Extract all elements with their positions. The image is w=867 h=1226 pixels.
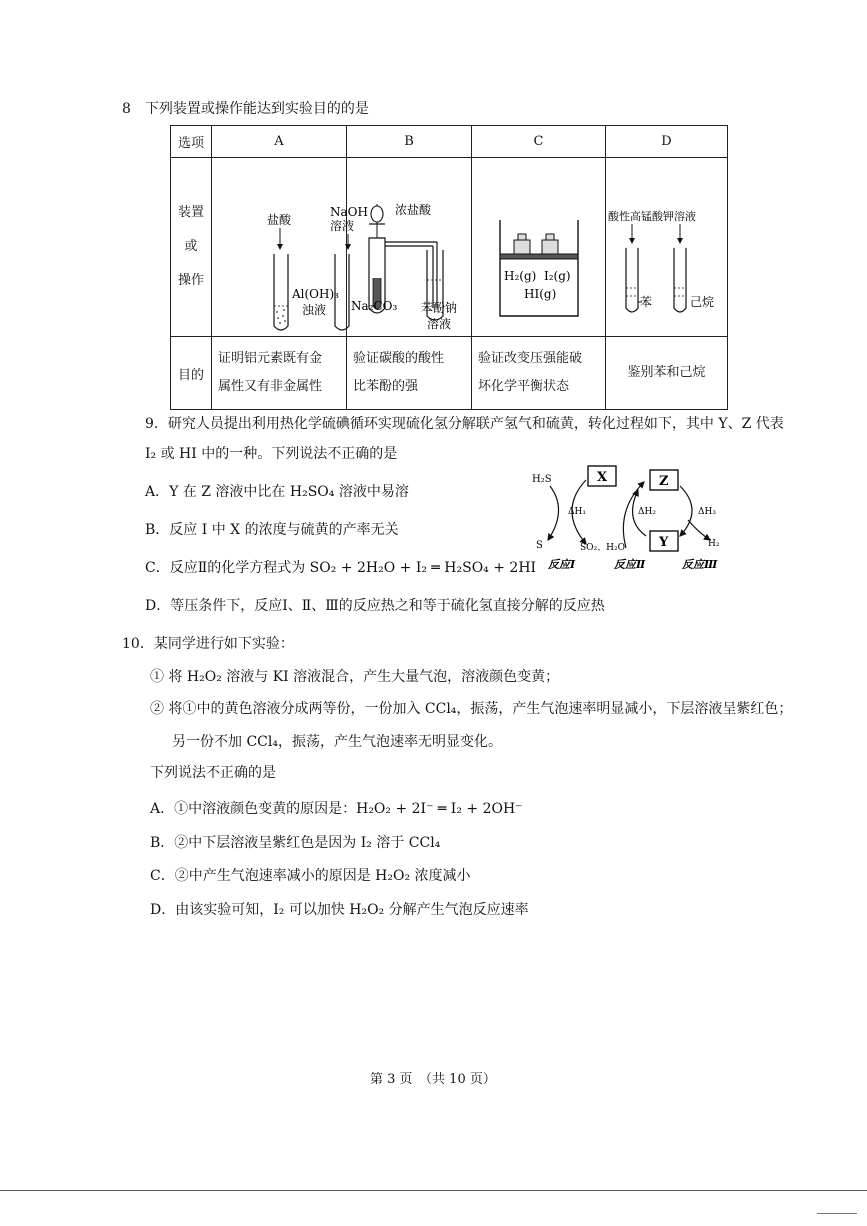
- q10-step1: ① 将 H₂O₂ 溶液与 KI 溶液混合，产生大量气泡，溶液颜色变黄；: [150, 669, 560, 685]
- q9-cycle-diagram: [528, 460, 728, 575]
- label-naoh: NaOH: [330, 205, 368, 219]
- label-conc-hcl: 浓盐酸: [395, 203, 432, 217]
- diag-z: Z: [659, 474, 669, 489]
- label-aloh3: Al(OH)₃: [292, 287, 339, 301]
- diag-h2s: H₂S: [532, 474, 552, 485]
- page-footer: 第 3 页 （共 10 页）: [370, 1072, 496, 1087]
- apparatus-a: [212, 158, 368, 337]
- diag-reaction-2: 反应Ⅱ: [614, 558, 646, 571]
- q9-stem-line1: 9．研究人员提出利用热化学硫碘循环实现硫化氢分解联产氢气和硫黄，转化过程如下，其中 Y、Z 代表: [145, 416, 784, 432]
- header-d: D: [606, 126, 728, 158]
- q10-option-c: C．②中产生气泡速率减小的原因是 H₂O₂ 浓度减小: [150, 868, 471, 884]
- q9-option-a: A．Y 在 Z 溶液中比在 H₂SO₄ 溶液中易溶: [145, 484, 409, 500]
- label-na2co3: Na₂CO₃: [351, 299, 398, 313]
- diag-y: Y: [659, 535, 669, 550]
- diag-so2-h2o: SO₂、H₂O: [580, 543, 625, 553]
- apparatus-a-diagram: [212, 158, 368, 336]
- q8-stem: 8 下列装置或操作能达到实验目的的是: [122, 101, 369, 117]
- row-label-purpose: 目的: [171, 337, 212, 410]
- label-phenolate: 苯酚钠: [421, 301, 458, 315]
- diag-dh1: ΔH₁: [568, 507, 586, 517]
- diag-dh2: ΔH₂: [638, 507, 656, 517]
- apparatus-b: [347, 158, 472, 337]
- label-phenolate-solution: 溶液: [427, 317, 452, 331]
- label-hcl: 盐酸: [267, 213, 292, 227]
- label-hi: HI(g): [524, 287, 557, 301]
- apparatus-c-diagram: [472, 158, 605, 336]
- label-hexane: 己烷: [690, 295, 715, 309]
- label-benzene: 苯: [640, 295, 653, 309]
- label-h2: H₂(g): [504, 269, 537, 283]
- q8-table: [170, 125, 728, 410]
- diag-s: S: [536, 540, 543, 551]
- q10-option-a: A．①中溶液颜色变黄的原因是：H₂O₂ + 2I⁻ ═ I₂ + 2OH⁻: [150, 801, 523, 817]
- header-b: B: [347, 126, 472, 158]
- q10-option-b: B．②中下层溶液呈紫红色是因为 I₂ 溶于 CCl₄: [150, 835, 441, 851]
- q9-stem-line2: I₂ 或 HI 中的一种。下列说法不正确的是: [145, 446, 398, 462]
- corner-mark: [817, 1213, 857, 1214]
- diag-reaction-1: 反应Ⅰ: [548, 558, 576, 571]
- label-turbid: 浊液: [302, 303, 327, 317]
- q10-step2: ② 将①中的黄色溶液分成两等份，一份加入 CCl₄，振荡，产生气泡速率明显减小，下层溶液呈紫红色；: [150, 701, 793, 717]
- diag-dh3: ΔH₃: [698, 507, 716, 517]
- apparatus-b-diagram: [347, 158, 471, 336]
- header-a: A: [212, 126, 347, 158]
- header-option: 选项: [171, 126, 212, 158]
- diag-x: X: [597, 470, 608, 485]
- purpose-c: 验证改变压强能破 坏化学平衡状态: [472, 337, 606, 410]
- purpose-b: 验证碳酸的酸性 比苯酚的强: [347, 337, 472, 410]
- diag-reaction-3: 反应Ⅲ: [682, 558, 718, 571]
- diag-h2: H₂: [708, 539, 720, 549]
- q10-question: 下列说法不正确的是: [150, 765, 276, 781]
- q10-stem: 10．某同学进行如下实验：: [122, 636, 294, 652]
- apparatus-d-diagram: [606, 158, 727, 336]
- q10-option-d: D．由该实验可知，I₂ 可以加快 H₂O₂ 分解产生气泡反应速率: [150, 902, 529, 918]
- q10-step2-cont: 另一份不加 CCl₄，振荡，产生气泡速率无明显变化。: [172, 734, 502, 750]
- purpose-a: 证明铝元素既有金 属性又有非金属性: [212, 337, 347, 410]
- apparatus-d: [606, 158, 728, 337]
- label-kmno4: 酸性高锰酸钾溶液: [608, 210, 696, 223]
- label-naoh-solution: 溶液: [330, 219, 355, 233]
- q9-option-b: B．反应 I 中 X 的浓度与硫黄的产率无关: [145, 522, 399, 538]
- row-label-apparatus: 装置 或 操作: [171, 158, 212, 337]
- q9-option-d: D．等压条件下，反应Ⅰ、Ⅱ、Ⅲ的反应热之和等于硫化氢直接分解的反应热: [145, 598, 605, 614]
- q9-option-c: C．反应Ⅱ的化学方程式为 SO₂ + 2H₂O + I₂ ═ H₂SO₄ + 2HI: [145, 560, 537, 576]
- bottom-rule: [0, 1190, 867, 1191]
- apparatus-c: [472, 158, 606, 337]
- label-i2: I₂(g): [544, 269, 571, 283]
- header-c: C: [472, 126, 606, 158]
- purpose-d: 鉴别苯和己烷: [606, 337, 728, 410]
